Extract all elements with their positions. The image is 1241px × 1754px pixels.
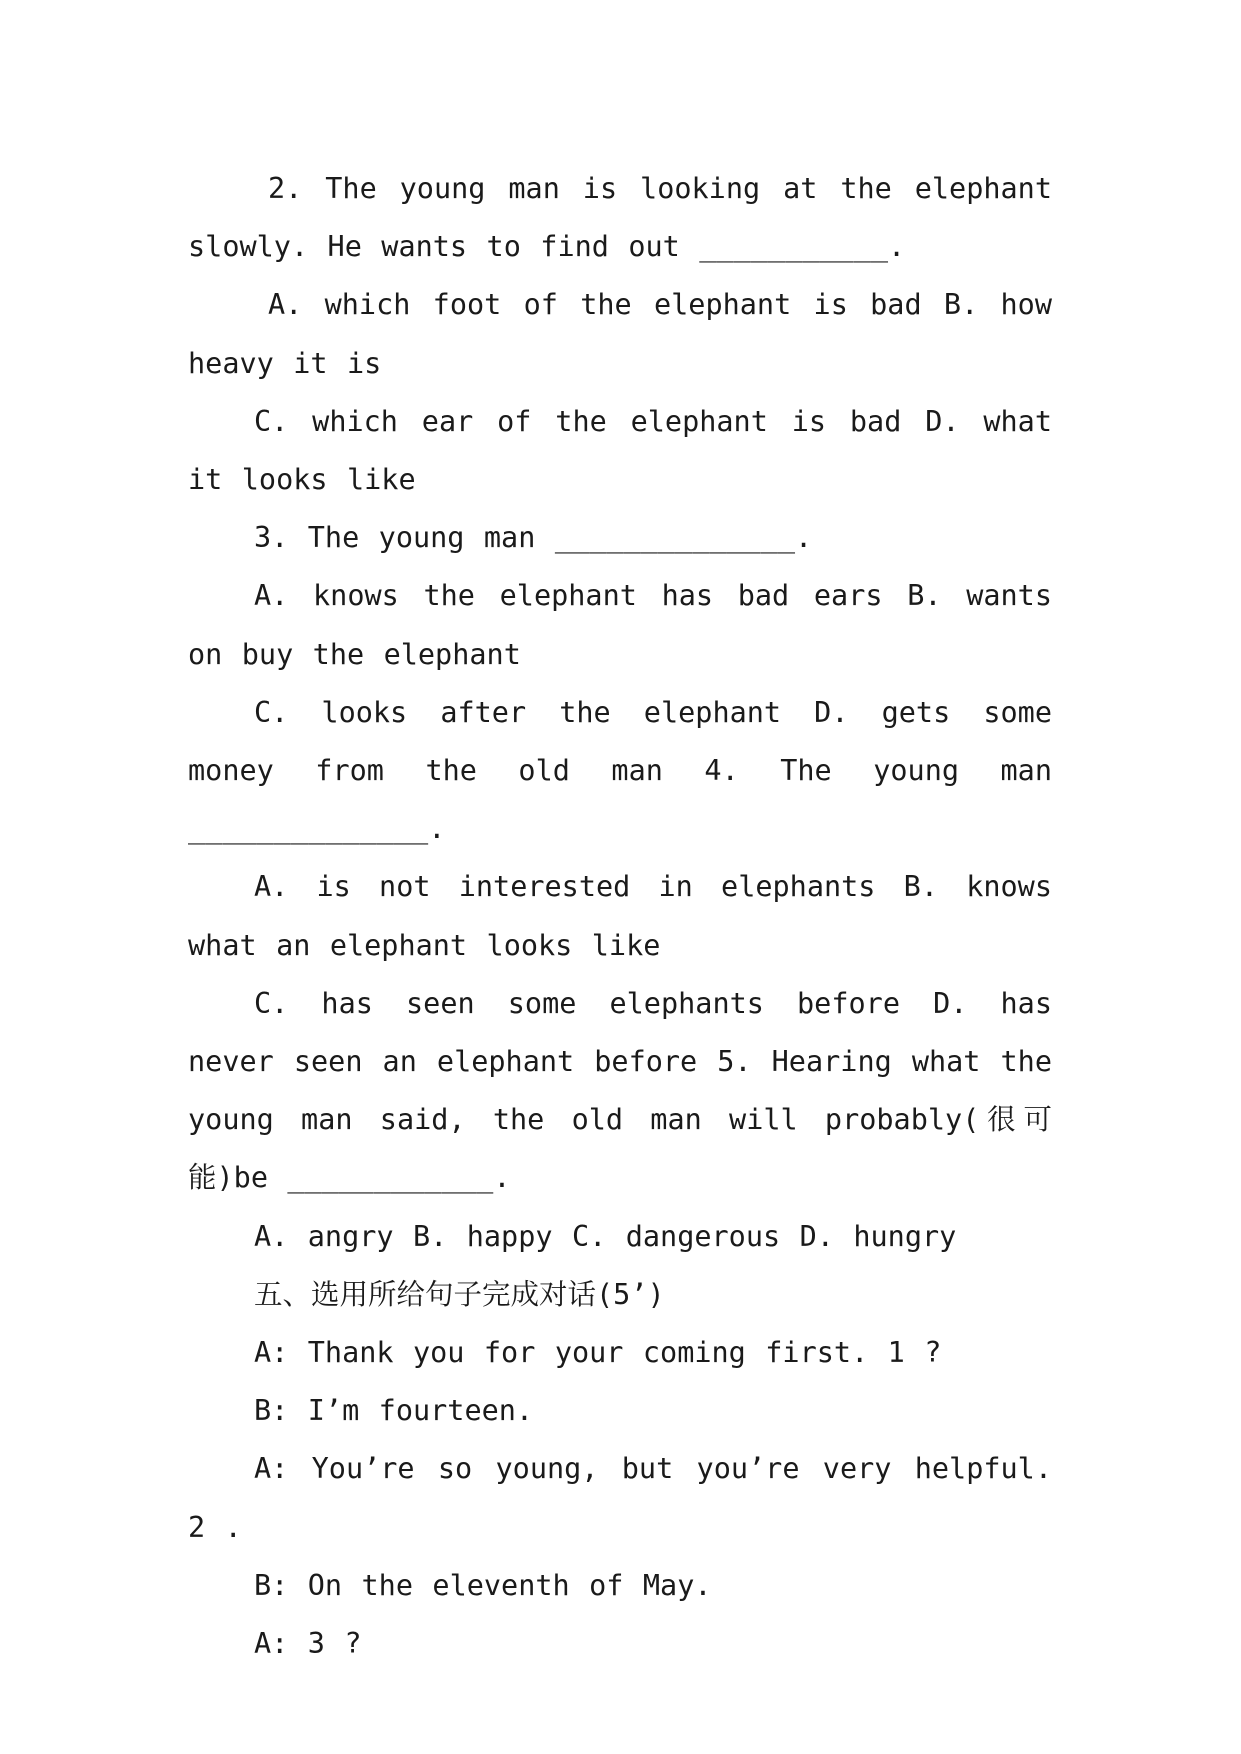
question-3-options-cd-and-question-4-stem: C. looks after the elephant D. gets some money from the old man 4. The young man ______________. — [188, 695, 1052, 846]
question-4-options-cd-and-question-5-stem: C. has seen some elephants before D. has never seen an elephant before 5. Hearing what the young man said, the old man will probably(很可能)be ____________. — [188, 986, 1052, 1195]
dialogue-line-4: B: On the eleventh of May. — [254, 1568, 712, 1602]
document-page — [188, 160, 1052, 1673]
dialogue-line-5: A: 3 ? — [254, 1627, 362, 1661]
question-2-options-cd: C. which ear of the elephant is bad D. what it looks like — [188, 404, 1052, 497]
question-4-options-ab: A. is not interested in elephants B. knows what an elephant looks like — [188, 870, 1052, 962]
question-5-options: A. angry B. happy C. dangerous D. hungry — [254, 1219, 957, 1253]
dialogue-line-1: A: Thank you for your coming first. 1 ? — [254, 1336, 942, 1370]
section-5-heading: 五、选用所给句子完成对话(5’) — [254, 1277, 665, 1311]
question-3-options-ab: A. knows the elephant has bad ears B. wants on buy the elephant — [188, 579, 1052, 671]
dialogue-line-2: B: I’m fourteen. — [254, 1394, 534, 1428]
question-2-stem: 2. The young man is looking at the elephant slowly. He wants to find out ___________. — [188, 172, 1052, 264]
question-2-options-ab: A. which foot of the elephant is bad B. how heavy it is — [188, 288, 1052, 380]
dialogue-line-3: A: You’re so young, but you’re very helpful. 2 . — [188, 1452, 1052, 1544]
question-3-stem: 3. The young man ______________. — [254, 521, 813, 555]
